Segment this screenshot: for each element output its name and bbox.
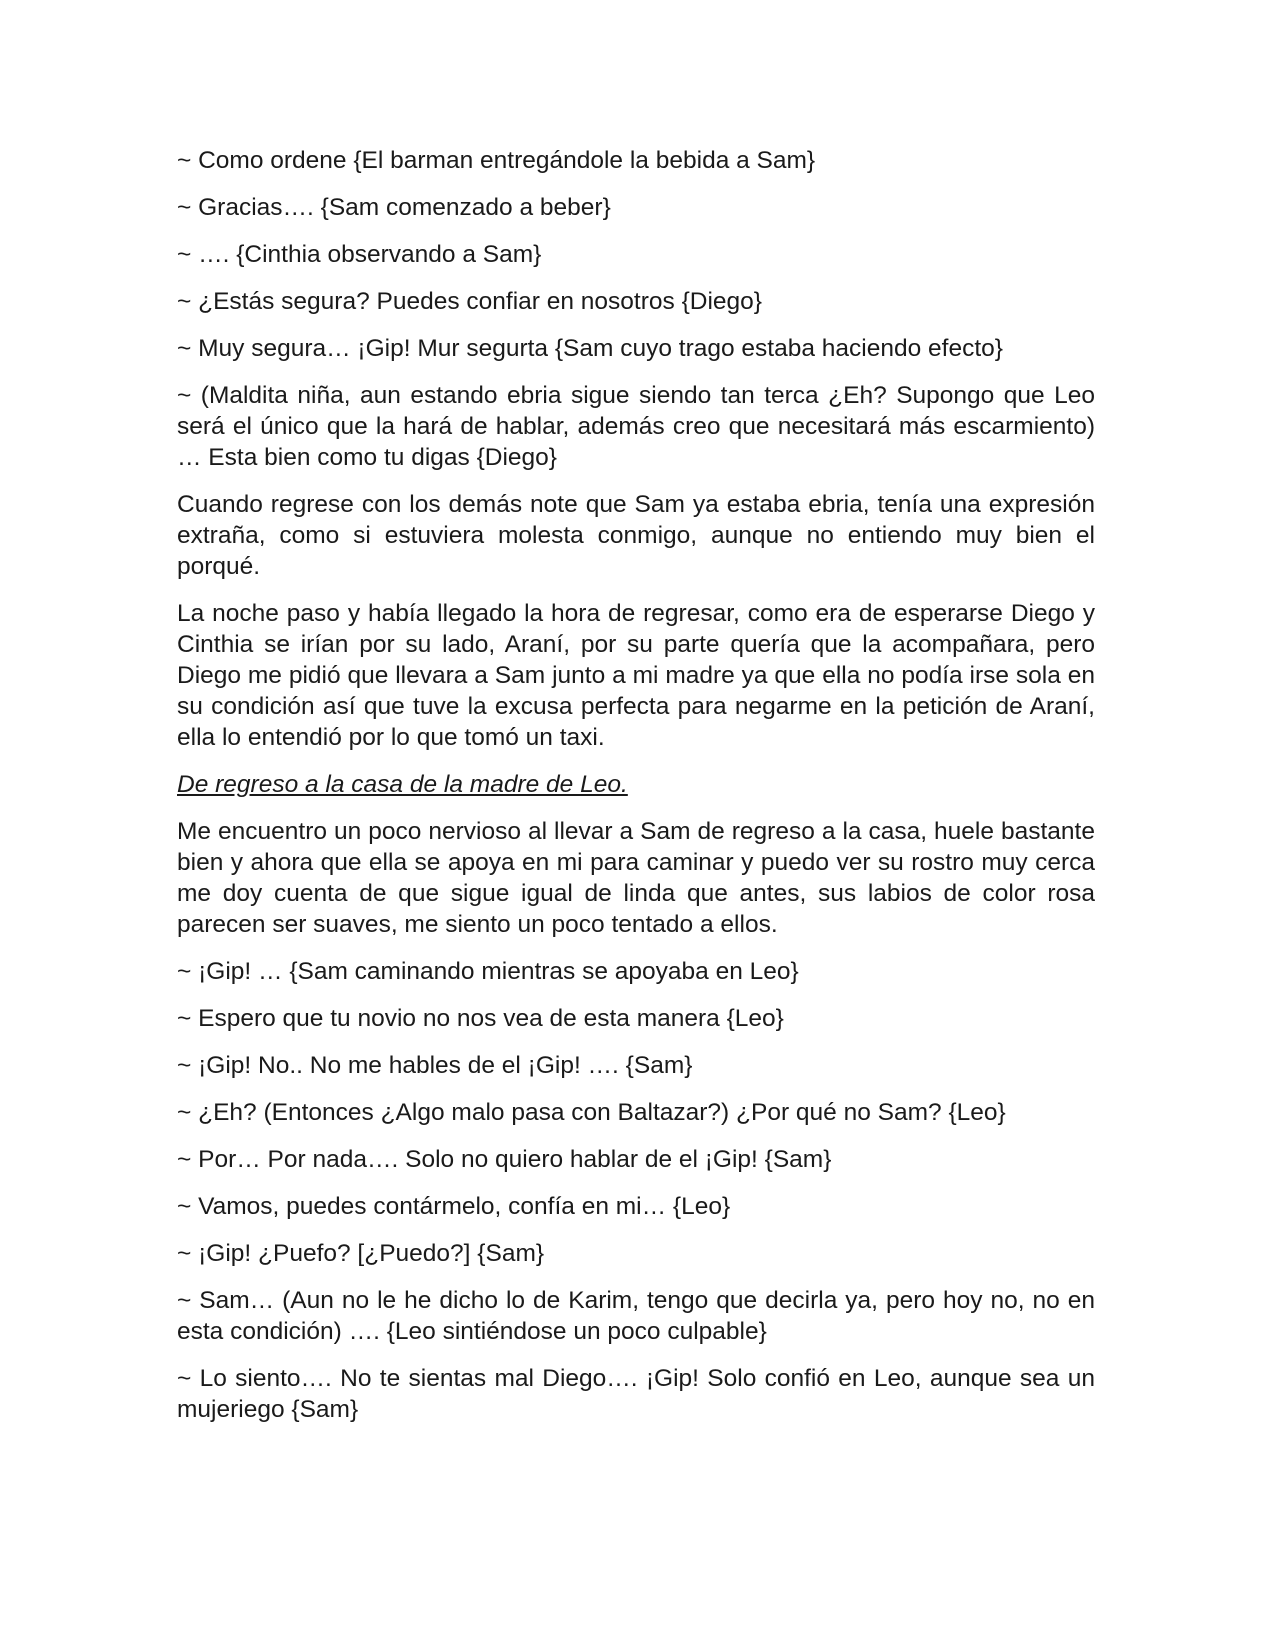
dialogue-line: ~ ¿Estás segura? Puedes confiar en nosotros {Diego} [177,288,762,315]
dialogue-line: ~ ¡Gip! No.. No me hables de el ¡Gip! …. {Sam} [177,1052,693,1079]
dialogue-line: ~ Sam… (Aun no le he dicho lo de Karim, tengo que decirla ya, pero hoy no, no en esta condición) …. {Leo sintiéndose un poco culpable} [177,1287,1095,1345]
dialogue-line: ~ Muy segura… ¡Gip! Mur segurta {Sam cuyo trago estaba haciendo efecto} [177,335,1003,362]
dialogue-line: ~ ¡Gip! … {Sam caminando mientras se apoyaba en Leo} [177,958,799,985]
dialogue-line: ~ Lo siento…. No te sientas mal Diego…. ¡Gip! Solo confió en Leo, aunque sea un mujeriego {Sam} [177,1365,1095,1423]
dialogue-line: ~ …. {Cinthia observando a Sam} [177,241,542,268]
dialogue-line: ~ Vamos, puedes contármelo, confía en mi… {Leo} [177,1193,731,1220]
narration-paragraph: Me encuentro un poco nervioso al llevar a Sam de regreso a la casa, huele bastante bien y ahora que ella se apoya en mi para caminar y puedo ver su rostro muy cerca me doy cuenta de que sigue igual de linda que antes, sus labios de color rosa parecen ser suaves, me siento un poco tentado a ellos. [177,818,1095,938]
dialogue-line: ~ ¡Gip! ¿Puefo? [¿Puedo?] {Sam} [177,1240,545,1267]
dialogue-line: ~ Como ordene {El barman entregándole la bebida a Sam} [177,147,816,174]
dialogue-line: ~ ¿Eh? (Entonces ¿Algo malo pasa con Baltazar?) ¿Por qué no Sam? {Leo} [177,1099,1006,1126]
dialogue-line: ~ Espero que tu novio no nos vea de esta manera {Leo} [177,1005,784,1032]
dialogue-line: ~ Por… Por nada…. Solo no quiero hablar de el ¡Gip! {Sam} [177,1146,832,1173]
narration-paragraph: La noche paso y había llegado la hora de regresar, como era de esperarse Diego y Cinthia se irían por su lado, Araní, por su parte quería que la acompañara, pero Diego me pidió que llevara a Sam junto a mi madre ya que ella no podía irse sola en su condición así que tuve la excusa perfecta para negarme en la petición de Araní, ella lo entendió por lo que tomó un taxi. [177,600,1095,751]
dialogue-line: ~ Gracias…. {Sam comenzado a beber} [177,194,611,221]
narration-paragraph: Cuando regrese con los demás note que Sam ya estaba ebria, tenía una expresión extraña, como si estuviera molesta conmigo, aunque no entiendo muy bien el porqué. [177,491,1095,580]
document-body [177,145,1095,1441]
scene-heading: De regreso a la casa de la madre de Leo. [177,771,628,798]
dialogue-line: ~ (Maldita niña, aun estando ebria sigue siendo tan terca ¿Eh? Supongo que Leo será el único que la hará de hablar, además creo que necesitará más escarmiento) … Esta bien como tu digas {Diego} [177,382,1095,471]
